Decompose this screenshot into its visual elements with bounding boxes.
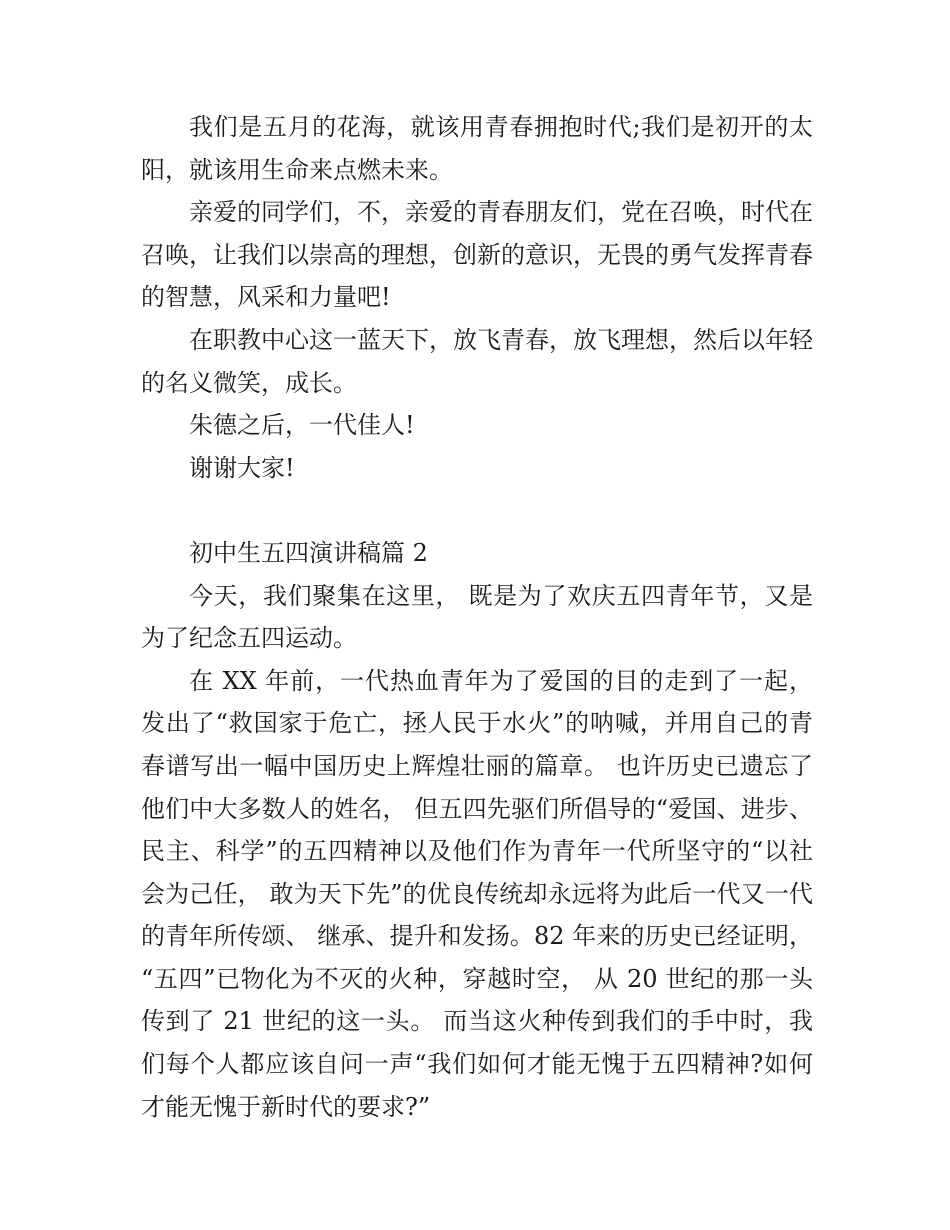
section-gap bbox=[141, 489, 813, 532]
paragraph-thanks: 谢谢大家! bbox=[189, 453, 295, 482]
paragraph-flower-sea: 我们是五月的花海，就该用青春拥抱时代;我们是初开的太阳，就该用生命来点燃未来。 bbox=[141, 113, 813, 184]
paragraph-gathering: 今天，我们聚集在这里， 既是为了欢庆五四青年节，又是为了纪念五四运动。 bbox=[141, 581, 813, 653]
section-title: 初中生五四演讲稿篇 2 bbox=[189, 538, 428, 567]
paragraph-history: 在 XX 年前，一代热血青年为了爱国的目的走到了一起，发出了“救国家于危亡，拯人民于水火”的呐喊，并用自己的青春谱写出一幅中国历史上辉煌壮丽的篇章。 也许历史已遗忘了他们中大多数人的姓名， 但五四先驱们所倡导的“爱国、进步、民主、科学”的五四精神以及他们作为青年一代所坚守的“以社会为己任， 敢为天下先”的优良传统却永远将为此后一代又一代的青年所传颂、 继承、提升和发扬。82 年来的历史已经证明，“五四”已物化为不灭的火种，穿越时空， 从 20 世纪的那一头传到了 21 世纪的这一头。 而当这火种传到我们的手中时，我们每个人都应该自问一声“我们如何才能无愧于五四精神?如何才能无愧于新时代的要求?” bbox=[141, 666, 813, 1121]
paragraph-zhu-de: 朱德之后，一代佳人! bbox=[189, 411, 415, 440]
document-body bbox=[141, 106, 813, 1128]
paragraph-vocational-center: 在职教中心这一蓝天下，放飞青春，放飞理想，然后以年轻的名义微笑，成长。 bbox=[141, 325, 813, 397]
paragraph-dear-classmates: 亲爱的同学们，不，亲爱的青春朋友们，党在召唤，时代在召唤，让我们以崇高的理想，创新的意识，无畏的勇气发挥青春的智慧，风采和力量吧! bbox=[141, 198, 813, 312]
